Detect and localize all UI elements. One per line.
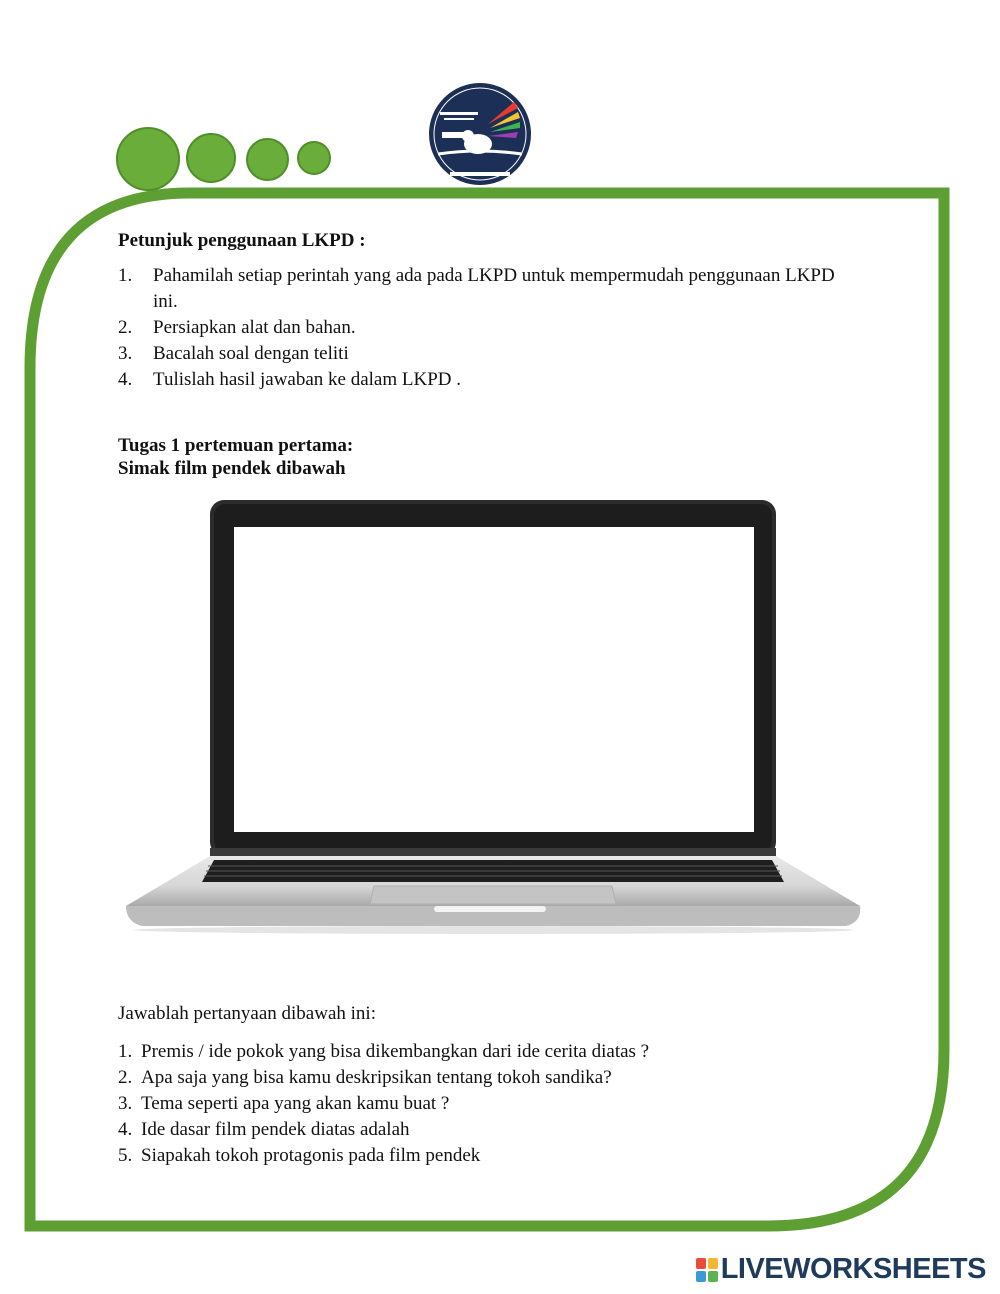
list-item-number: 4. [118, 1119, 133, 1140]
list-item [118, 1117, 898, 1143]
questions-prompt: Jawablah pertanyaan dibawah ini: [118, 1003, 376, 1024]
decor-circle-2 [186, 133, 236, 183]
list-item-text: Siapakah tokoh protagonis pada film pendek [141, 1145, 481, 1166]
list-item-number: 1. [118, 1041, 133, 1062]
list-item-number: 3. [118, 343, 133, 364]
decor-circle-4 [297, 141, 331, 175]
list-item-number: 5. [118, 1145, 133, 1166]
school-logo-icon [428, 82, 532, 186]
questions-list [118, 1039, 898, 1169]
decor-circle-3 [246, 138, 289, 181]
list-item-number: 2. [118, 1067, 133, 1088]
list-item-text: Tema seperti apa yang akan kamu buat ? [141, 1093, 450, 1114]
list-item-text: Tulislah hasil jawaban ke dalam LKPD . [153, 369, 462, 390]
list-item [118, 1143, 898, 1169]
list-item-text: Bacalah soal dengan teliti [153, 343, 349, 364]
list-item [118, 315, 908, 341]
list-item-number: 2. [118, 317, 133, 338]
list-item-text-continued: ini. [153, 291, 178, 312]
list-item-text: Apa saja yang bisa kamu deskripsikan tentang tokoh sandika? [141, 1067, 612, 1088]
list-item-number: 4. [118, 369, 133, 390]
list-item-text: Persiapkan alat dan bahan. [153, 317, 356, 338]
list-item [118, 367, 908, 393]
decor-circle-1 [116, 127, 180, 191]
task-title: Tugas 1 pertemuan pertama: [118, 435, 354, 456]
list-item [118, 1065, 898, 1091]
list-item [118, 263, 908, 315]
instructions-list [118, 263, 908, 393]
list-item-text: Premis / ide pokok yang bisa dikembangkan dari ide cerita diatas ? [141, 1041, 650, 1062]
list-item-number: 1. [118, 265, 133, 286]
list-item [118, 341, 908, 367]
task-subtitle: Simak film pendek dibawah [118, 458, 346, 479]
list-item-text: Pahamilah setiap perintah yang ada pada LKPD untuk mempermudah penggunaan LKPD [153, 265, 835, 286]
list-item [118, 1091, 898, 1117]
video-screen[interactable] [234, 527, 754, 832]
liveworksheets-wordmark: LIVEWORKSHEETS [720, 1253, 986, 1285]
list-item-text: Ide dasar film pendek diatas adalah [141, 1119, 410, 1140]
liveworksheets-tiles-icon [696, 1258, 718, 1282]
list-item-number: 3. [118, 1093, 133, 1114]
liveworksheets-logo[interactable] [696, 1253, 986, 1286]
instructions-title: Petunjuk penggunaan LKPD : [118, 230, 366, 251]
list-item [118, 1039, 898, 1065]
